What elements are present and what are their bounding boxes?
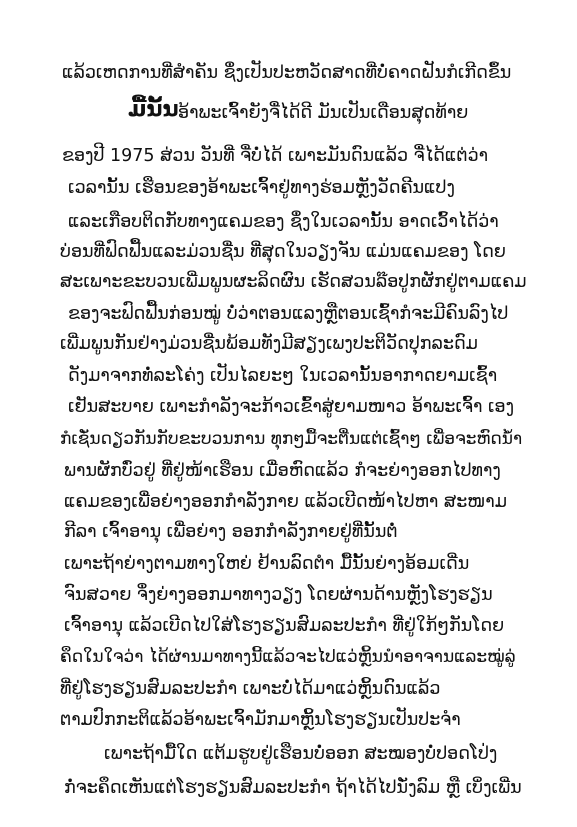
text-line-4: ເວລານັ້ນ ເຮືອນຂອງອ້າພະເຈົ້າຢູ່ທາງຮ່ອມຫຼັງວັດຄີນແປງ bbox=[68, 178, 455, 198]
text-line-23: ກໍ່ຈະຄຶດເຫັນແຕ່ໂຮງຮຽນສົມລະປະກຳ ຖ້າໄດ້ໄປນັ່ງລົມ ຫຼື ເບິ່ງເພີ່ນ bbox=[64, 778, 522, 798]
text-line-1: ແລ້ວເຫດການທີ່ສຳຄັນ ຊຶ່ງເປັນປະຫວັດສາດທີ່ບໍ່ຄາດຝັນກໍເກີດຂຶ້ນ bbox=[62, 63, 512, 83]
text-line-10: ດັງມາຈາກທໍ່ລະໂຄ່ງ ເປັນໄລຍະໆ ໃນເວລານັ້ນອາກາດຍາມເຊົ້າ bbox=[68, 366, 498, 386]
text-line-7: ສະເພາະຂະບວນເພີ່ມພູນຜະລິດຜົນ ເຮັດສວນລ໊ອປູກຜັກຢູ່ຕາມແຄມ bbox=[60, 272, 527, 292]
text-line-2: ອ້າພະເຈົ້າຍັງຈື່ໄດ້ດີ ມັນເປັນເດືອນສຸດທ້າຍ bbox=[178, 103, 469, 123]
text-line-18: ເຈົ້າອານຸ ແລ້ວເບີດໄປໃສ່ໂຮງຮຽນສົມລະປະກຳ ທີ່ຢູ່ໃກ້ໆກັນໂດຍ bbox=[64, 616, 505, 636]
text-line-17: ຈົນສວາຍ ຈຶ່ງຍ່າງອອກມາທາງວຽງ ໂດຍຜ່ານດ້ານຫຼັງໂຮງຮຽນ bbox=[64, 585, 493, 605]
text-line-9: ເພີ່ມພູນກັນຢ່າງມ່ວນຊື່ນພ້ອມທັງມີສຽງເພງປະຕິວັດປຸກລະດົມ bbox=[60, 334, 478, 354]
text-line-15: ກີລາ ເຈົ້າອານຸ ເພື່ອຍ່າງ ອອກກຳລັງກາຍຢູ່ທີ່ນັ້ນຕໍ່ bbox=[64, 522, 398, 542]
text-line-12: ກໍເຊັ່ນດຽວກັນກັບຂະບວນການ ທຸກໆມື້ຈະຕື່ນແຕ່ເຊົ້າໆ ເພື່ອຈະຫົດນ້ຳ bbox=[60, 429, 523, 449]
text-line-8: ຂອງຈະຟົດຟື້ນກ່ອນໝູ່ ບໍ່ວ່າຕອນແລງຫຼືຕອນເຊົ້າກໍຈະມີຄົນລົງໄປ bbox=[68, 304, 509, 324]
text-line-22: ເພາະຖ້າມື້ໃດ ແຕ້ມຮູບຢູ່ເຮືອນບໍ່ອອກ ສະໝອງບໍ່ປອດໂປ່ງ bbox=[104, 744, 498, 764]
text-line-20: ທີ່ຢູ່ໂຮງຮຽນສົມລະປະກຳ ເພາະບໍ່ໄດ້ມາແວ່ຫຼິ້ນດົນແລ້ວ bbox=[60, 679, 441, 699]
text-line-21: ຕາມປົກກະຕິແລ້ວອ້າພະເຈົ້າມັກມາຫຼິ້ນໂຮງຮຽນເປັນປະຈຳ bbox=[60, 710, 461, 730]
text-line-19: ຄຶດໃນໃຈວ່າ ໄດ້ຜ່ານມາທາງນີ້ແລ້ວຈະໄປແວ່ຫຼິ້ນນຳອາຈານແລະໝູ່ລູ່ bbox=[60, 647, 516, 667]
text-line-14: ແຄມຂອງເພື່ອຍ່າງອອກກຳລັງກາຍ ແລ້ວເບີດໜ້າໄປຫາ ສະໜາມ bbox=[64, 492, 507, 512]
text-line-5: ແລະເກືອບຕິດກັບທາງແຄມຂອງ ຊຶ່ງໃນເວລານັ້ນ ອາດເວົ້າໄດ້ວ່າ bbox=[68, 212, 499, 232]
text-line-3: ຂອງປີ 1975 ສ່ວນ ວັນທີ່ ຈື່ບໍ່ໄດ້ ເພາະມັນດົນແລ້ວ ຈື່ໄດ້ແຕ່ວ່າ bbox=[62, 146, 489, 166]
text-line-6: ບ່ອນທີ່ຟົດຟື້ນແລະມ່ວນຊື່ນ ທີ່ສຸດໃນວຽງຈັນ ແມ່ນແຄມຂອງ ໂດຍ bbox=[60, 242, 506, 262]
bold-lead-word: ມື້ນັ້ນ bbox=[128, 97, 179, 122]
text-line-16: ເພາະຖ້າຍ່າງຕາມທາງໃຫຍ່ ຢ້ານລົດຕຳ ມື້ນັ້ນຍ່າງອ້ອມເດີ່ນ bbox=[64, 554, 470, 574]
text-line-11: ເຢັນສະບາຍ ເພາະກຳລັງຈະກ້າວເຂົ້າສູ່ຍາມໜາວ ອ້າພະເຈົ້າ ເອງ bbox=[68, 397, 515, 417]
text-line-13: ພານຜັກບົ່ວຢູ່ ທີ່ຢູ່ໜ້າເຮືອນ ເມື່ອຫົດແລ້ວ ກໍຈະຍ່າງອອກໄປທາງ bbox=[64, 461, 501, 481]
